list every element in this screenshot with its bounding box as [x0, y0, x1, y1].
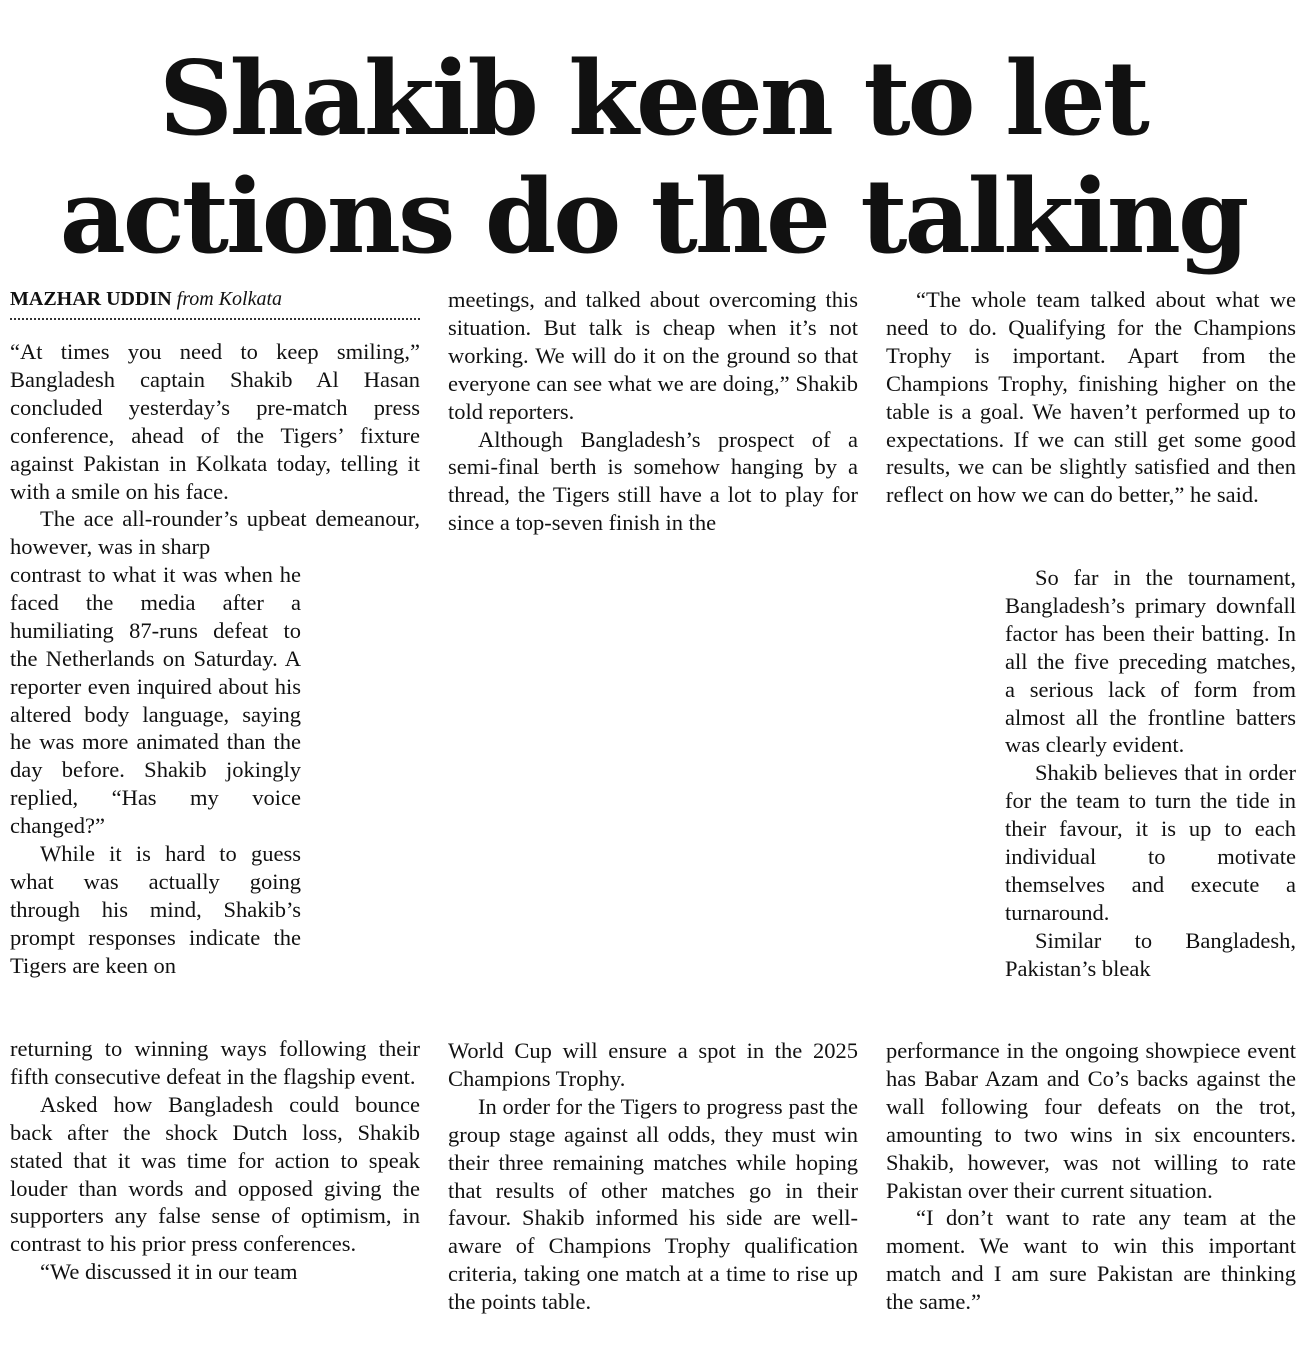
paragraph: returning to winning ways following their fifth consecutive defeat in the flagship event. [10, 1036, 420, 1089]
column-2-top [448, 286, 858, 537]
column-1-top [10, 338, 420, 561]
paragraph: “We discussed it in our team [40, 1259, 298, 1285]
paragraph: Although Bangladesh’s prospect of a semi-final berth is somehow hanging by a thread, the Tigers still have a lot to play for since a top-seven finish in the [448, 426, 858, 536]
photo-space [448, 570, 858, 1030]
paragraph: “At times you need to keep smiling,” Bangladesh captain Shakib Al Hasan concluded yesterday’s pre-match press conference, ahead of the Tigers’ fixture against Pakistan in Kolkata today, telling it with a smile on his face. [10, 339, 420, 504]
column-1-narrow [10, 561, 301, 980]
paragraph: Asked how Bangladesh could bounce back after the shock Dutch loss, Shakib stated that it was time for action to speak louder than words and opposed giving the supporters any false sense of optimism, in contrast to his prior press conferences. [10, 1091, 420, 1257]
headline-line-2: actions do the talking [59, 157, 1247, 277]
byline-location: from Kolkata [176, 288, 283, 310]
headline [0, 40, 1306, 276]
paragraph: In order for the Tigers to progress past the group stage against all odds, they must win their three remaining matches while hoping that results of other matches go in their favour. Shakib informed his side are well-aware of Champions Trophy qualification criteria, taking one match at a time to rise up the points table. [448, 1093, 858, 1315]
column-3-narrow [1005, 564, 1296, 983]
column-3-top [886, 286, 1296, 509]
column-3-bottom [886, 1037, 1296, 1316]
byline-divider [10, 318, 420, 320]
paragraph: Shakib believes that in order for the team to turn the tide in their favour, it is up to each individual to motivate themselves and execute a turnaround. [1005, 760, 1296, 925]
byline-author: MAZHAR UDDIN [10, 288, 172, 310]
paragraph: “The whole team talked about what we need to do. Qualifying for the Champions Trophy is important. Apart from the Champions Trophy, finishing higher on the table is a goal. We haven’t performed up to expectations. If we can still get some good results, we can be slightly satisfied and then reflect on how we can do better,” he said. [886, 287, 1296, 508]
byline [10, 286, 420, 312]
paragraph: “I don’t want to rate any team at the moment. We want to win this important match and I am sure Pakistan are thinking the same.” [886, 1205, 1296, 1315]
paragraph: contrast to what it was when he faced the media after a humiliating 87-runs defeat to the Netherlands on Saturday. A reporter even inquired about his altered body language, saying he was more animated than the day before. Shakib jokingly replied, “Has my voice changed?” [10, 562, 301, 839]
paragraph: So far in the tournament, Bangladesh’s primary downfall factor has been their batting. In all the five preceding matches, a serious lack of form from almost all the frontline batters was clearly evident. [1005, 565, 1296, 758]
paragraph: performance in the ongoing showpiece event has Babar Azam and Co’s backs against the wall following four defeats on the trot, amounting to two wins in six encounters. Shakib, however, was not willing to rate Pakistan over their current situation. [886, 1038, 1296, 1203]
paragraph: While it is hard to guess what was actually going through his mind, Shakib’s prompt responses indicate the Tigers are keen on [10, 841, 301, 978]
paragraph: meetings, and talked about overcoming this situation. But talk is cheap when it’s not working. We will do it on the ground so that everyone can see what we are doing,” Shakib told reporters. [448, 287, 858, 424]
paragraph: The ace all-rounder’s upbeat demeanour, however, was in sharp [10, 506, 420, 560]
column-2-bottom [448, 1037, 858, 1316]
paragraph: Similar to Bangladesh, Pakistan’s bleak [1005, 927, 1296, 981]
column-1-bottom [10, 1035, 420, 1286]
paragraph: World Cup will ensure a spot in the 2025 Champions Trophy. [448, 1038, 858, 1091]
headline-line-1: Shakib keen to let [159, 39, 1147, 159]
